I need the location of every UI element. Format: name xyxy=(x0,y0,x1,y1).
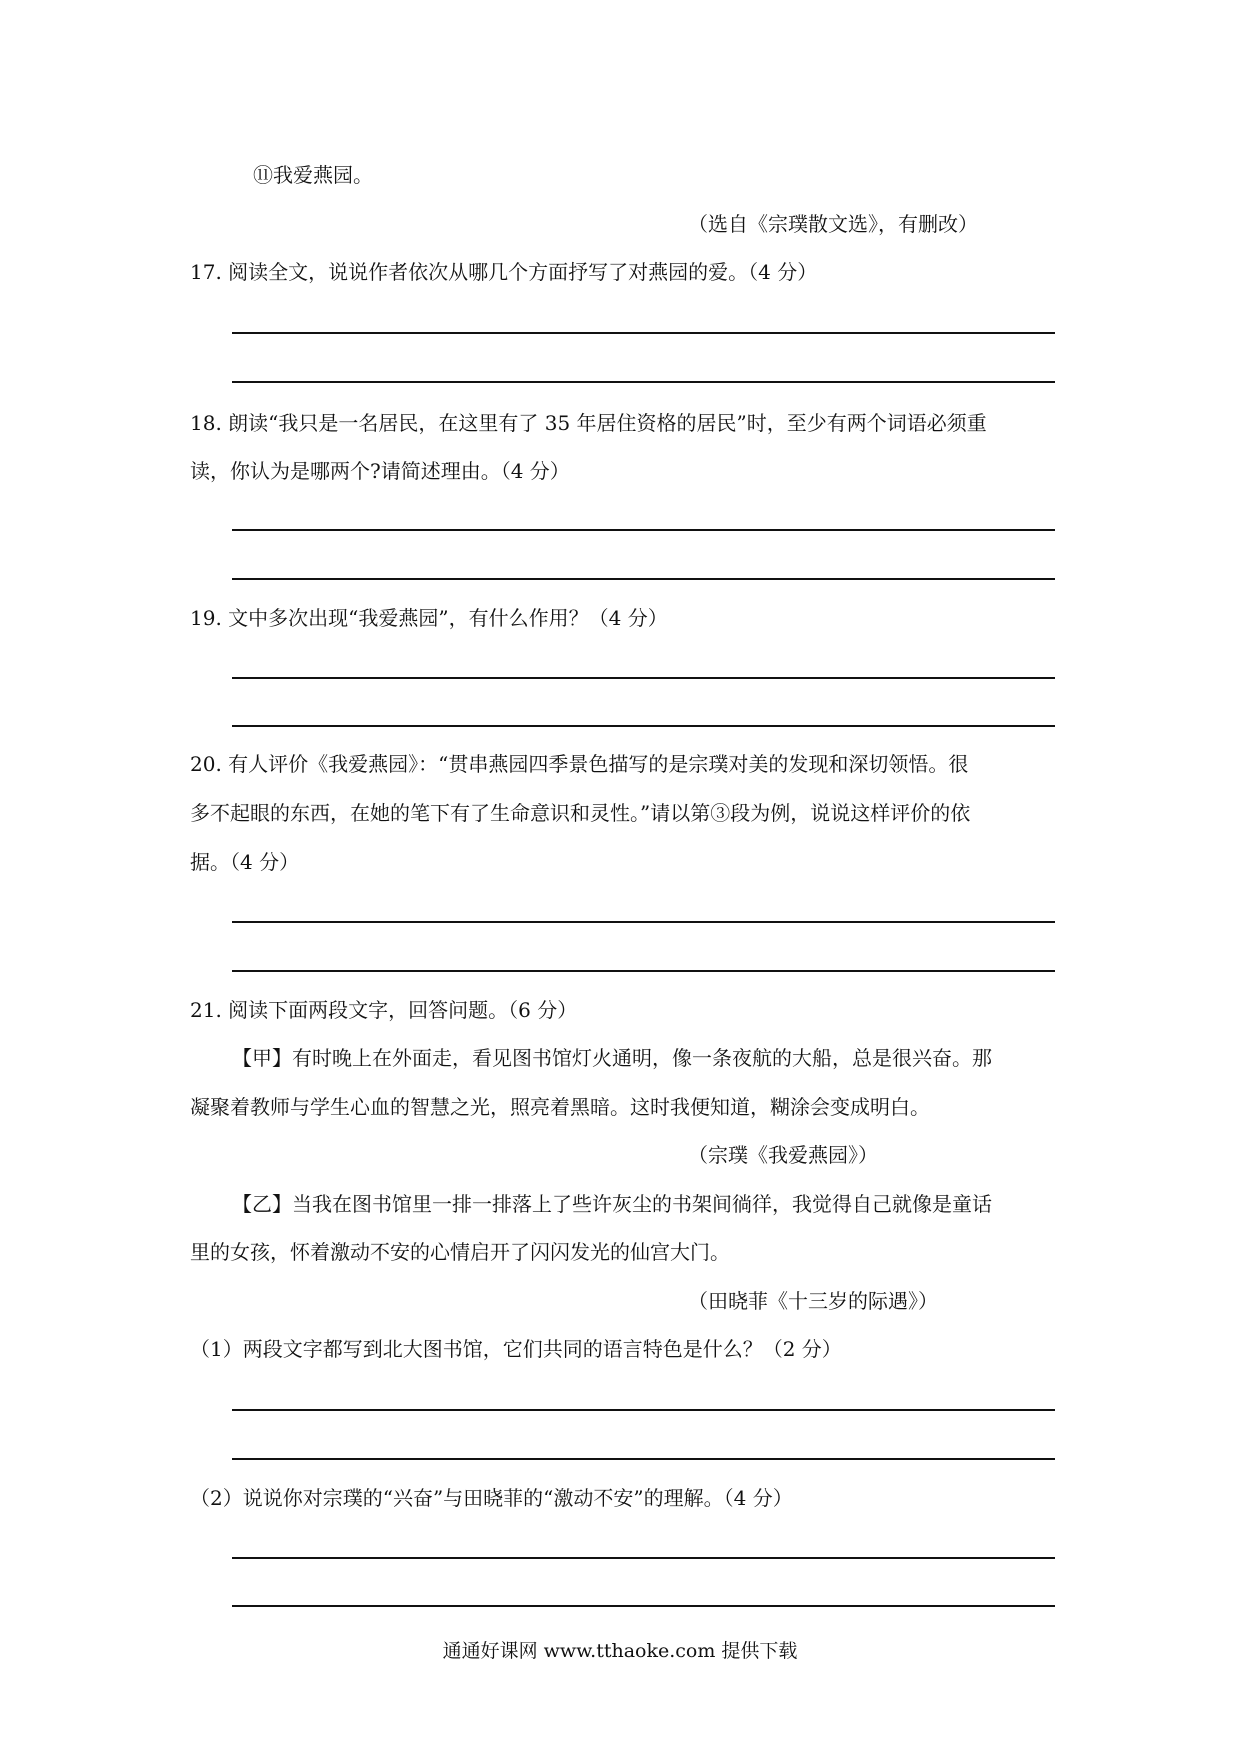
question-20-line2: 多不起眼的东西，在她的笔下有了生命意识和灵性。”请以第③段为例，说说这样评价的依 xyxy=(190,801,971,825)
passage-jia-source: （宗璞《我爱燕园》） xyxy=(688,1143,878,1167)
question-18-line1: 18. 朗读“我只是一名居民，在这里有了 35 年居住资格的居民”时，至少有两个词语必须重 xyxy=(190,411,987,435)
answer-line xyxy=(232,921,1055,923)
answer-line xyxy=(232,1409,1055,1411)
question-21: 21. 阅读下面两段文字，回答问题。（6 分） xyxy=(190,998,578,1022)
answer-line xyxy=(232,381,1055,383)
page-footer: 通通好课网 www.tthaoke.com 提供下载 xyxy=(442,1640,798,1662)
answer-line xyxy=(232,529,1055,531)
passage-jia-line1: 【甲】有时晚上在外面走，看见图书馆灯火通明，像一条夜航的大船，总是很兴奋。那 xyxy=(232,1046,992,1070)
question-20-line1: 20. 有人评价《我爱燕园》：“贯串燕园四季景色描写的是宗璞对美的发现和深切领悟。很 xyxy=(190,752,969,776)
answer-line xyxy=(232,725,1055,727)
question-19: 19. 文中多次出现“我爱燕园”，有什么作用？（4 分） xyxy=(190,606,668,630)
question-17: 17. 阅读全文，说说作者依次从哪几个方面抒写了对燕园的爱。（4 分） xyxy=(190,260,818,284)
answer-line xyxy=(232,1557,1055,1559)
passage-yi-line1: 【乙】当我在图书馆里一排一排落上了些许灰尘的书架间徜徉，我觉得自己就像是童话 xyxy=(232,1192,992,1216)
passage-jia-line2: 凝聚着教师与学生心血的智慧之光，照亮着黑暗。这时我便知道，糊涂会变成明白。 xyxy=(190,1095,930,1119)
sub-question-2: （2）说说你对宗璞的“兴奋”与田晓菲的“激动不安”的理解。（4 分） xyxy=(190,1486,793,1510)
source-citation: （选自《宗璞散文选》，有删改） xyxy=(688,212,978,236)
paragraph-11: ⑪我爱燕园。 xyxy=(253,163,373,187)
passage-yi-line2: 里的女孩，怀着激动不安的心情启开了闪闪发光的仙宫大门。 xyxy=(190,1240,730,1264)
question-20-line3: 据。（4 分） xyxy=(190,850,300,874)
answer-line xyxy=(232,677,1055,679)
answer-line xyxy=(232,332,1055,334)
answer-line xyxy=(232,1458,1055,1460)
passage-yi-source: （田晓菲《十三岁的际遇》） xyxy=(688,1289,938,1313)
answer-line xyxy=(232,1605,1055,1607)
sub-question-1: （1）两段文字都写到北大图书馆，它们共同的语言特色是什么？（2 分） xyxy=(190,1337,842,1361)
question-18-line2: 读，你认为是哪两个?请简述理由。（4 分） xyxy=(190,459,570,483)
answer-line xyxy=(232,578,1055,580)
answer-line xyxy=(232,970,1055,972)
